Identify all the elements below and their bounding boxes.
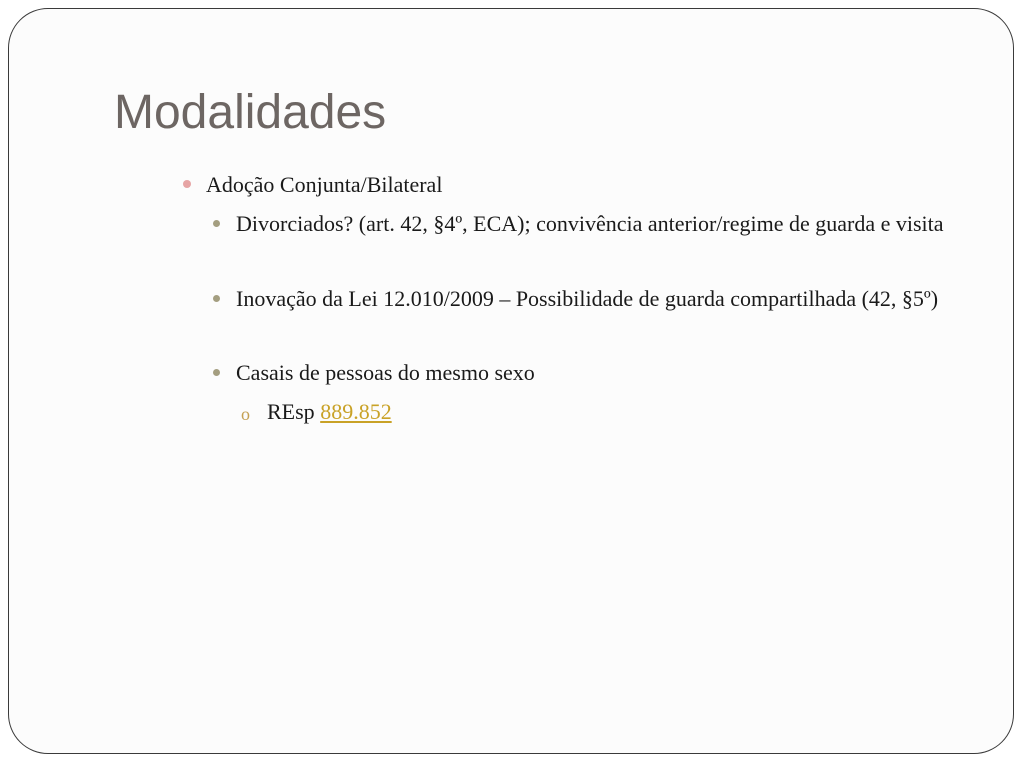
resp-prefix: REsp [267, 399, 315, 424]
bullet-level2-divorciados: Divorciados? (art. 42, §4º, ECA); convivência anterior/regime de guarda e visita [236, 211, 944, 236]
bullet-level2-inovacao: Inovação da Lei 12.010/2009 – Possibilidade de guarda compartilhada (42, §5º) [236, 286, 939, 311]
bullet-circle-icon: o [241, 404, 250, 424]
bullet-dot-icon [213, 295, 220, 302]
bullet-level1-text: Adoção Conjunta/Bilateral [206, 172, 443, 197]
bullet-dot-icon [213, 220, 220, 227]
resp-link[interactable]: 889.852 [320, 399, 392, 424]
bullet-dot-icon [213, 369, 220, 376]
bullet-level2-casais: Casais de pessoas do mesmo sexo [236, 360, 535, 385]
bullet-dot-icon [183, 180, 191, 188]
bullet-level3-resp [267, 397, 392, 427]
slide-title: Modalidades [114, 86, 387, 139]
